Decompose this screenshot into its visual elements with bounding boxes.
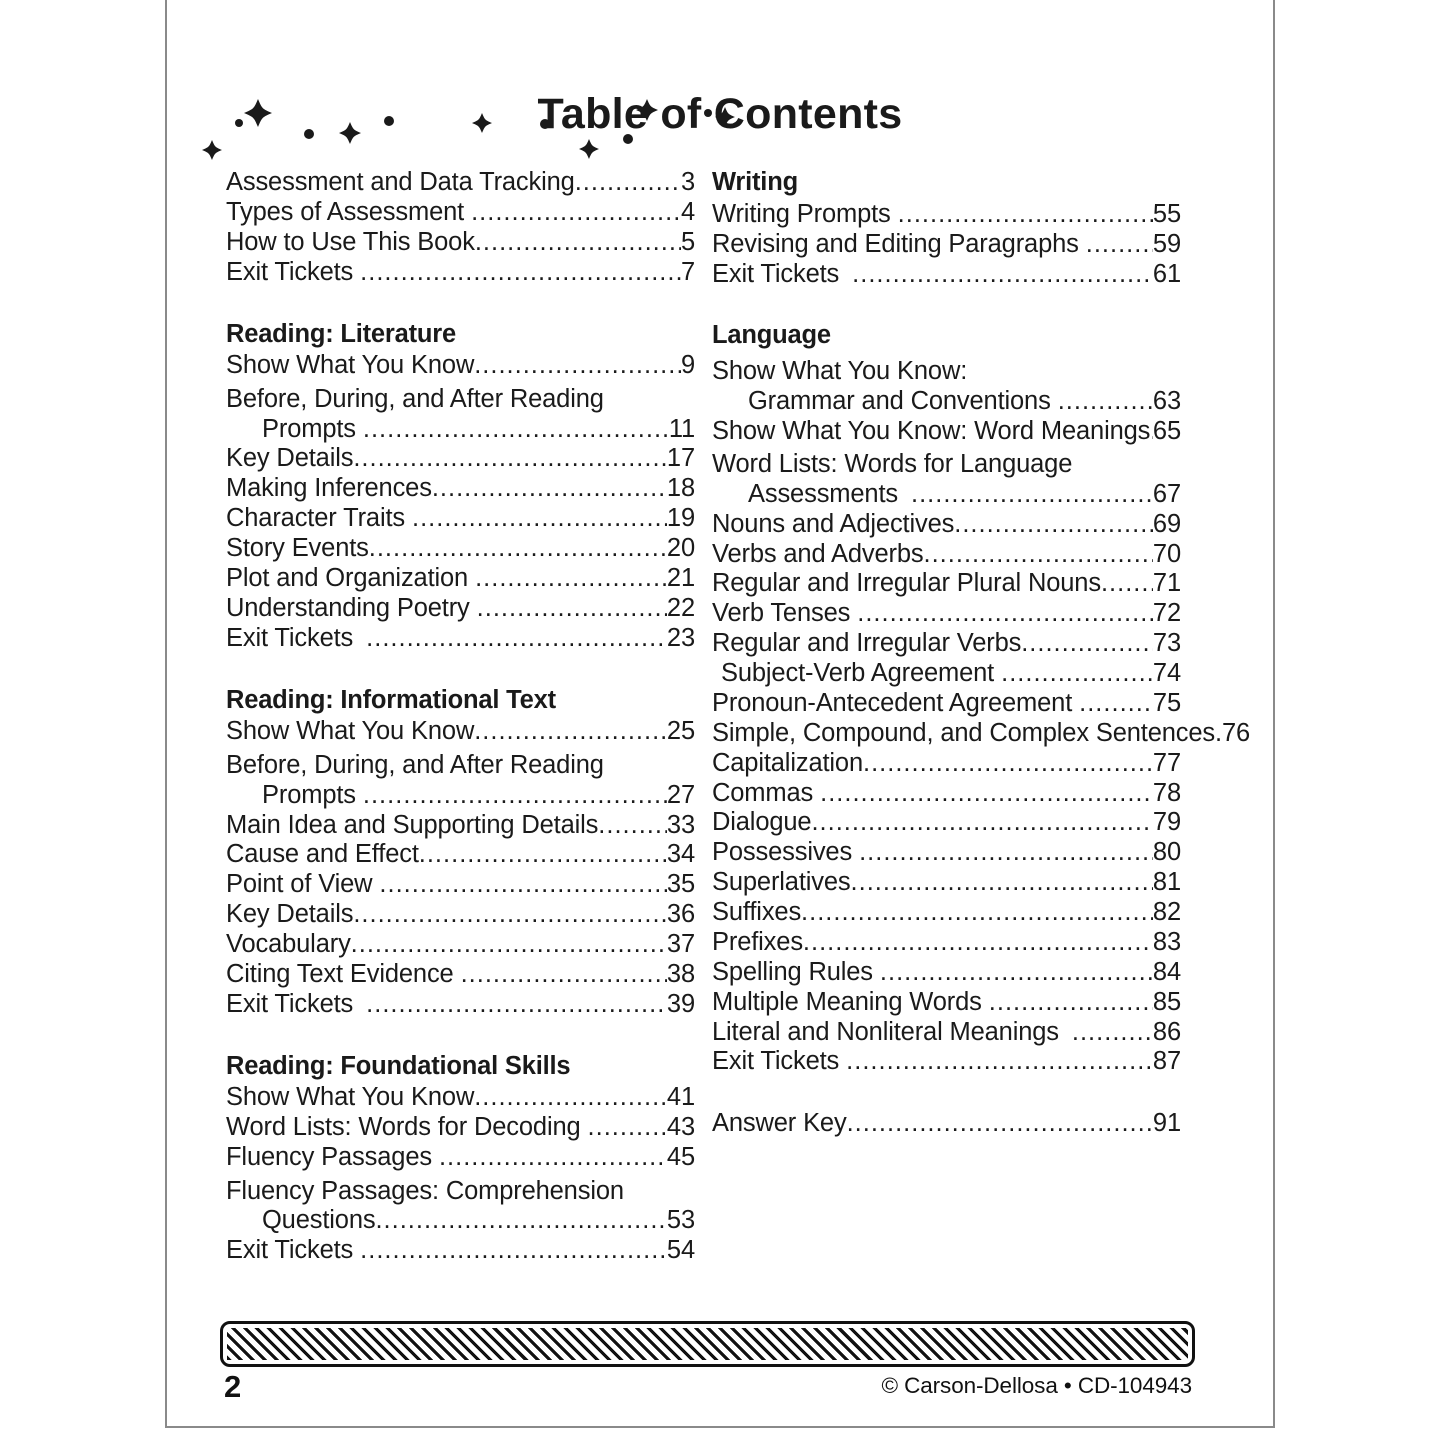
toc-entry-label: Cause and Effect xyxy=(226,840,419,869)
toc-entry-page-number: 59 xyxy=(1152,229,1181,258)
toc-entry-label: Key Details xyxy=(226,900,354,929)
toc-entry[interactable] xyxy=(226,1143,695,1173)
toc-entry[interactable] xyxy=(226,1236,695,1266)
toc-leader-dots xyxy=(412,504,667,530)
toc-entry-page-number: 86 xyxy=(1152,1017,1181,1046)
toc-entry-page-number: 78 xyxy=(1152,778,1181,807)
toc-entry-label: Vocabulary xyxy=(226,930,351,959)
toc-leader-dots xyxy=(851,868,1153,894)
toc-leader-dots xyxy=(803,928,1153,954)
toc-entry[interactable] xyxy=(712,928,1181,958)
toc-entry-label: Literal and Nonliteral Meanings xyxy=(712,1017,1059,1046)
toc-entry-label: Show What You Know xyxy=(226,1083,475,1112)
toc-entry[interactable] xyxy=(226,564,695,594)
toc-entry[interactable] xyxy=(712,838,1181,868)
toc-leader-dots xyxy=(859,838,1153,864)
toc-entry-page-number: 70 xyxy=(1152,539,1181,568)
toc-entry-label: Verbs and Adverbs xyxy=(712,539,924,568)
toc-entry-page-number: 9 xyxy=(680,351,695,380)
toc-section xyxy=(226,686,695,1020)
toc-leader-dots xyxy=(353,444,667,470)
toc-entry-label: Story Events xyxy=(226,534,369,563)
toc-entry-page-number: 45 xyxy=(666,1143,695,1172)
toc-entry[interactable] xyxy=(226,168,695,198)
toc-leader-dots xyxy=(604,381,695,407)
toc-entry[interactable] xyxy=(712,230,1181,260)
dot-icon xyxy=(384,116,394,126)
toc-entry-page-number: 76 xyxy=(1221,718,1251,747)
toc-entry-page-number: 7 xyxy=(680,257,695,286)
toc-entry[interactable] xyxy=(712,868,1181,898)
toc-entry-label: Writing Prompts xyxy=(712,199,891,228)
toc-entry[interactable] xyxy=(226,811,695,841)
toc-entry-page-number: 87 xyxy=(1152,1047,1181,1076)
toc-entry-page-number: 34 xyxy=(666,840,695,869)
toc-entry[interactable] xyxy=(226,624,695,654)
toc-entry[interactable] xyxy=(226,351,695,381)
toc-entry-label: Subject-Verb Agreement xyxy=(721,659,995,688)
toc-entry-page-number: 54 xyxy=(666,1236,695,1265)
toc-entry[interactable] xyxy=(226,1113,695,1143)
toc-entry-label: Superlatives xyxy=(712,868,851,897)
toc-entry-label: Show What You Know: Word Meanings xyxy=(712,416,1151,445)
toc-entry-page-number: 25 xyxy=(666,717,695,746)
toc-leader-dots xyxy=(432,474,667,500)
copyright-notice: © Carson-Dellosa • CD-104943 xyxy=(881,1373,1192,1398)
toc-leader-dots xyxy=(846,1047,1153,1073)
toc-entry-page-number: 21 xyxy=(666,563,695,592)
toc-entry[interactable] xyxy=(712,540,1181,570)
toc-entry-label: Character Traits xyxy=(226,504,405,533)
toc-entry[interactable] xyxy=(712,446,1181,479)
toc-section xyxy=(226,1052,695,1267)
toc-entry-page-number: 20 xyxy=(666,534,695,563)
toc-entry[interactable] xyxy=(712,1047,1181,1077)
toc-entry-label: Regular and Irregular Verbs xyxy=(712,629,1022,658)
toc-leader-dots xyxy=(1079,689,1153,715)
dot-icon xyxy=(304,129,314,139)
toc-entry-label: Word Lists: Words for Language xyxy=(712,449,1073,478)
toc-column-right xyxy=(712,168,1251,1139)
toc-entry[interactable] xyxy=(226,840,695,870)
toc-entry[interactable] xyxy=(226,228,695,258)
toc-entry-label: Simple, Compound, and Complex Sentences. xyxy=(712,718,1222,747)
toc-entry[interactable] xyxy=(712,1018,1181,1048)
section-spacer xyxy=(226,654,695,686)
toc-entry-label: Show What You Know xyxy=(226,351,475,380)
toc-entry[interactable] xyxy=(712,510,1181,540)
toc-entry-label: Questions xyxy=(262,1206,376,1235)
toc-entry[interactable] xyxy=(712,958,1181,988)
toc-leader-dots xyxy=(954,510,1153,536)
section-spacer xyxy=(226,1020,695,1052)
toc-entry-page-number: 53 xyxy=(666,1206,695,1235)
toc-entry-label: Capitalization xyxy=(712,748,863,777)
toc-entry-page-number: 33 xyxy=(666,810,695,839)
sparkle-icon xyxy=(579,139,599,159)
toc-entry-label: Regular and Irregular Plural Nouns xyxy=(712,569,1101,598)
toc-entry-page-number: 67 xyxy=(1152,479,1181,508)
toc-entry-label: Possessives xyxy=(712,838,853,867)
toc-entry[interactable] xyxy=(712,689,1181,719)
footer-hatch-pattern xyxy=(227,1328,1188,1360)
toc-entry-page-number: 36 xyxy=(666,900,695,929)
toc-entry-label: Exit Tickets xyxy=(226,623,354,652)
toc-entry[interactable] xyxy=(226,930,695,960)
toc-entry-label: Main Idea and Supporting Details xyxy=(226,810,599,839)
toc-entry-label: Exit Tickets xyxy=(712,1047,840,1076)
toc-entry-page-number: 85 xyxy=(1152,987,1181,1016)
toc-entry-page-number: 83 xyxy=(1152,927,1181,956)
title-decoration-svg xyxy=(165,38,1275,168)
toc-entry[interactable] xyxy=(226,444,695,474)
toc-leader-dots xyxy=(1072,446,1181,472)
toc-leader-dots xyxy=(898,200,1153,226)
toc-leader-dots xyxy=(366,624,667,650)
toc-entry[interactable] xyxy=(712,718,1251,749)
toc-entry-page-number: 91 xyxy=(1152,1109,1181,1138)
toc-leader-dots xyxy=(598,811,667,837)
toc-leader-dots xyxy=(1086,230,1153,256)
toc-leader-dots xyxy=(461,960,667,986)
toc-entry-label: Prefixes xyxy=(712,927,803,956)
toc-leader-dots xyxy=(863,749,1153,775)
toc-entry-page-number: 79 xyxy=(1152,808,1181,837)
toc-entry-page-number: 81 xyxy=(1152,868,1181,897)
toc-entry-label: Dialogue xyxy=(712,808,812,837)
toc-leader-dots xyxy=(820,779,1153,805)
toc-leader-dots xyxy=(475,564,667,590)
toc-leader-dots xyxy=(475,228,681,254)
toc-entry[interactable] xyxy=(226,1083,695,1113)
toc-leader-dots xyxy=(353,900,667,926)
toc-entry[interactable] xyxy=(226,415,695,445)
toc-entry-label: Plot and Organization xyxy=(226,563,469,592)
toc-leader-dots xyxy=(363,781,667,807)
page-title: Table of Contents xyxy=(537,90,903,138)
toc-entry[interactable] xyxy=(226,534,695,564)
section-heading: Reading: Informational Text xyxy=(226,685,556,714)
sparkle-icon xyxy=(244,99,272,127)
toc-leader-dots xyxy=(351,930,667,956)
toc-column-left xyxy=(226,168,695,1266)
toc-entry[interactable] xyxy=(226,381,695,414)
toc-entry-page-number: 82 xyxy=(1152,898,1181,927)
toc-leader-dots xyxy=(967,353,1181,379)
toc-entry-label: Making Inferences xyxy=(226,474,432,503)
toc-entry[interactable] xyxy=(226,960,695,990)
toc-entry-label: Types of Assessment xyxy=(226,197,465,226)
toc-entry[interactable] xyxy=(712,898,1181,928)
section-heading: Reading: Foundational Skills xyxy=(226,1051,571,1080)
toc-leader-dots xyxy=(857,599,1153,625)
toc-leader-dots xyxy=(474,717,667,743)
toc-entry[interactable] xyxy=(226,747,695,780)
toc-entry-page-number: 5 xyxy=(680,227,695,256)
footer-decorative-bar xyxy=(220,1321,1195,1367)
toc-leader-dots xyxy=(880,958,1153,984)
toc-leader-dots xyxy=(474,1083,667,1109)
toc-leader-dots xyxy=(379,870,667,896)
toc-entry-page-number: 17 xyxy=(666,444,695,473)
toc-entry-page-number: 43 xyxy=(666,1113,695,1142)
toc-entry-label: Nouns and Adjectives xyxy=(712,509,955,538)
toc-entry-page-number: 11 xyxy=(668,414,695,443)
toc-entry[interactable] xyxy=(226,900,695,930)
toc-entry[interactable] xyxy=(226,504,695,534)
sparkle-icon xyxy=(202,140,222,160)
toc-leader-dots xyxy=(419,840,667,866)
section-spacer xyxy=(712,289,1181,321)
toc-entry-page-number: 84 xyxy=(1152,957,1181,986)
toc-entry[interactable] xyxy=(712,779,1181,809)
toc-leader-dots xyxy=(575,168,681,194)
section-heading: Language xyxy=(712,321,831,350)
toc-leader-dots xyxy=(1001,659,1153,685)
toc-entry[interactable] xyxy=(712,749,1181,779)
toc-entry-label: Point of View xyxy=(226,870,373,899)
toc-entry-label: Revising and Editing Paragraphs xyxy=(712,229,1079,258)
toc-leader-dots xyxy=(852,260,1153,286)
toc-entry-page-number: 38 xyxy=(666,959,695,988)
toc-leader-dots xyxy=(1150,417,1153,443)
toc-entry-label: Understanding Poetry xyxy=(226,593,470,622)
toc-section xyxy=(226,320,695,654)
toc-entry-label: Exit Tickets xyxy=(226,257,354,286)
toc-entry-label: Commas xyxy=(712,778,814,807)
toc-leader-dots xyxy=(477,594,667,620)
toc-entry[interactable] xyxy=(712,808,1181,838)
toc-entry-label: Prompts xyxy=(262,414,356,443)
toc-entry-label: Key Details xyxy=(226,444,354,473)
toc-entry[interactable] xyxy=(226,594,695,624)
page-title-block xyxy=(165,38,1275,168)
toc-entry-label: Suffixes xyxy=(712,898,802,927)
toc-leader-dots xyxy=(588,1113,667,1139)
toc-entry-page-number: 41 xyxy=(666,1083,695,1112)
toc-entry-page-number: 63 xyxy=(1152,386,1181,415)
toc-entry[interactable] xyxy=(712,629,1181,659)
toc-entry-page-number: 74 xyxy=(1152,659,1181,688)
toc-entry-label: Citing Text Evidence xyxy=(226,959,454,988)
toc-leader-dots xyxy=(847,1109,1153,1135)
toc-leader-dots xyxy=(471,198,681,224)
toc-leader-dots xyxy=(439,1143,667,1169)
toc-entry-page-number: 80 xyxy=(1152,838,1181,867)
toc-leader-dots xyxy=(624,1173,695,1199)
toc-leader-dots xyxy=(360,258,681,284)
toc-entry[interactable] xyxy=(712,260,1181,290)
toc-entry-label: Show What You Know: xyxy=(712,356,968,385)
sparkle-icon xyxy=(339,122,361,144)
toc-leader-dots xyxy=(1021,629,1153,655)
toc-entry[interactable] xyxy=(712,988,1181,1018)
toc-entry-label: Fluency Passages xyxy=(226,1143,432,1172)
toc-entry-label: Before, During, and After Reading xyxy=(226,750,604,779)
toc-leader-dots xyxy=(1101,569,1153,595)
toc-leader-dots xyxy=(366,990,667,1016)
toc-entry-label: Word Lists: Words for Decoding xyxy=(226,1113,581,1142)
toc-leader-dots xyxy=(924,540,1153,566)
toc-leader-dots xyxy=(369,534,667,560)
toc-leader-dots xyxy=(363,415,669,441)
toc-leader-dots xyxy=(811,808,1152,834)
toc-entry[interactable] xyxy=(226,474,695,504)
toc-entry[interactable] xyxy=(226,1206,695,1236)
toc-entry[interactable] xyxy=(226,870,695,900)
toc-entry-page-number: 23 xyxy=(666,623,695,652)
toc-entry[interactable] xyxy=(712,1109,1181,1139)
dot-icon xyxy=(235,119,243,127)
toc-entry-label: Answer Key xyxy=(712,1109,847,1138)
toc-entry-page-number: 35 xyxy=(666,870,695,899)
toc-entry[interactable] xyxy=(226,717,695,747)
toc-entry[interactable] xyxy=(712,599,1181,629)
toc-entry-label: Spelling Rules xyxy=(712,957,873,986)
toc-entry[interactable] xyxy=(226,781,695,811)
toc-entry-page-number: 72 xyxy=(1152,599,1181,628)
toc-entry-label: Multiple Meaning Words xyxy=(712,987,982,1016)
page-number: 2 xyxy=(224,1369,242,1404)
toc-entry[interactable] xyxy=(226,198,695,228)
toc-entry-label: Exit Tickets xyxy=(226,1236,354,1265)
toc-entry-page-number: 3 xyxy=(680,168,695,196)
toc-entry-label: Exit Tickets xyxy=(712,259,840,288)
toc-entry-label: Before, During, and After Reading xyxy=(226,384,604,413)
toc-entry[interactable] xyxy=(226,1173,695,1206)
toc-entry[interactable] xyxy=(226,990,695,1020)
toc-entry[interactable] xyxy=(712,659,1181,689)
toc-entry-page-number: 22 xyxy=(666,593,695,622)
toc-entry[interactable] xyxy=(226,258,695,288)
toc-entry[interactable] xyxy=(712,200,1181,230)
section-heading: Writing xyxy=(712,168,798,196)
toc-entry-label: Fluency Passages: Comprehension xyxy=(226,1176,624,1205)
section-spacer xyxy=(226,288,695,320)
toc-section xyxy=(712,321,1251,1077)
toc-entry-page-number: 75 xyxy=(1152,688,1181,717)
toc-leader-dots xyxy=(375,1206,666,1232)
toc-leader-dots xyxy=(911,480,1153,506)
toc-entry-label: Prompts xyxy=(262,780,356,809)
toc-section xyxy=(712,168,1181,289)
toc-entry-page-number: 69 xyxy=(1152,509,1181,538)
toc-entry-page-number: 4 xyxy=(680,197,695,226)
toc-entry-page-number: 27 xyxy=(666,780,695,809)
toc-entry-page-number: 37 xyxy=(666,930,695,959)
toc-entry-page-number: 71 xyxy=(1152,569,1181,598)
toc-leader-dots xyxy=(474,351,681,377)
toc-entry-label: Verb Tenses xyxy=(712,599,851,628)
toc-leader-dots xyxy=(801,898,1153,924)
toc-entry-label: Assessments xyxy=(748,479,898,508)
toc-entry-page-number: 73 xyxy=(1152,629,1181,658)
toc-entry-page-number: 61 xyxy=(1152,259,1181,288)
toc-entry[interactable] xyxy=(712,417,1181,447)
toc-entry-page-number: 39 xyxy=(666,989,695,1018)
toc-entry[interactable] xyxy=(712,480,1181,510)
toc-entry-label: Grammar and Conventions xyxy=(748,386,1051,415)
toc-entry-page-number: 77 xyxy=(1152,748,1181,777)
toc-entry-page-number: 18 xyxy=(666,474,695,503)
toc-entry-page-number: 55 xyxy=(1152,199,1181,228)
toc-section xyxy=(226,168,695,288)
toc-leader-dots xyxy=(360,1236,667,1262)
section-heading: Reading: Literature xyxy=(226,319,456,348)
toc-leader-dots xyxy=(604,747,695,773)
toc-section xyxy=(712,1109,1181,1139)
toc-entry-label: Assessment and Data Tracking xyxy=(226,168,575,196)
toc-entry-page-number: 19 xyxy=(666,504,695,533)
toc-entry-label: Show What You Know xyxy=(226,717,475,746)
section-spacer xyxy=(712,1077,1181,1109)
toc-entry[interactable] xyxy=(712,387,1181,417)
toc-entry[interactable] xyxy=(712,569,1181,599)
toc-leader-dots xyxy=(1058,387,1153,413)
toc-entry-page-number: 65 xyxy=(1152,416,1181,445)
toc-entry-label: How to Use This Book xyxy=(226,227,475,256)
toc-entry-label: Exit Tickets xyxy=(226,989,354,1018)
sparkle-icon xyxy=(472,113,492,133)
toc-leader-dots xyxy=(989,988,1153,1014)
toc-entry[interactable] xyxy=(712,353,1181,386)
toc-entry-label: Pronoun-Antecedent Agreement xyxy=(712,688,1073,717)
toc-leader-dots xyxy=(1072,1018,1153,1044)
